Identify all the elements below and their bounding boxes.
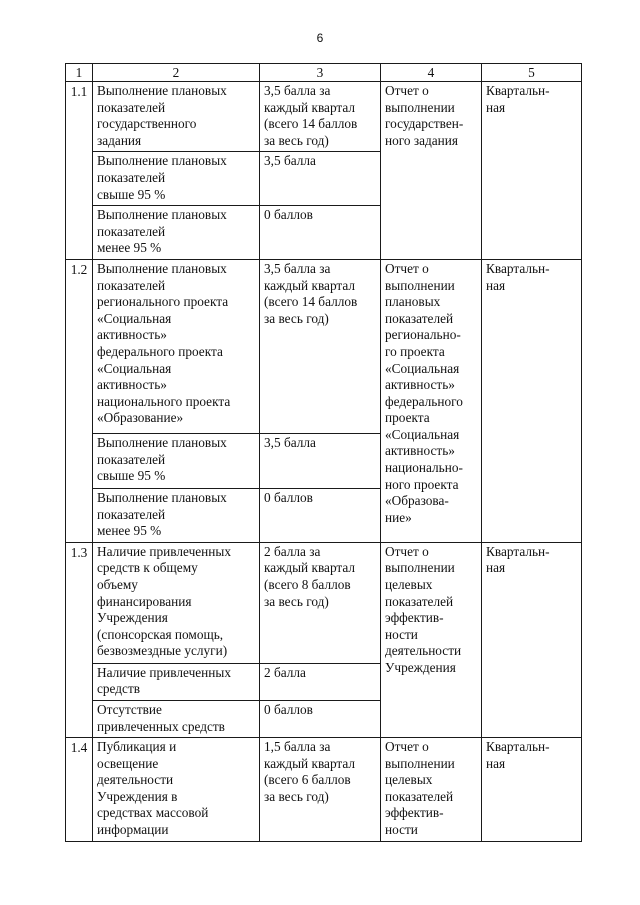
report-cell: Отчет о выполнении целевых показателей эффектив- ности деятельности Учреждения bbox=[381, 542, 482, 737]
header-cell: 3 bbox=[260, 64, 381, 82]
row-number: 1.3 bbox=[66, 542, 93, 737]
score-cell: 3,5 балла за каждый квартал (всего 14 баллов за весь год) bbox=[260, 82, 381, 152]
report-cell: Отчет о выполнении целевых показателей эффектив- ности bbox=[381, 738, 482, 842]
criterion-cell: Наличие привлеченных средств к общему объему финансирования Учреждения (спонсорская помощь, безвозмездные услуги) bbox=[93, 542, 260, 663]
period-cell: Квартальн- ная bbox=[482, 82, 582, 260]
table-row bbox=[66, 542, 582, 663]
period-cell: Квартальн- ная bbox=[482, 738, 582, 842]
row-number: 1.4 bbox=[66, 738, 93, 842]
header-cell: 5 bbox=[482, 64, 582, 82]
header-cell: 4 bbox=[381, 64, 482, 82]
header-cell: 1 bbox=[66, 64, 93, 82]
criterion-cell: Наличие привлеченных средств bbox=[93, 663, 260, 700]
table-header-row bbox=[66, 64, 582, 82]
score-cell: 2 балла bbox=[260, 663, 381, 700]
table-row bbox=[66, 259, 582, 433]
criterion-cell: Выполнение плановых показателей менее 95 % bbox=[93, 206, 260, 260]
row-number: 1.1 bbox=[66, 82, 93, 260]
criteria-table bbox=[65, 63, 582, 842]
table-row bbox=[66, 82, 582, 152]
score-cell: 3,5 балла bbox=[260, 152, 381, 206]
score-cell: 3,5 балла за каждый квартал (всего 14 баллов за весь год) bbox=[260, 259, 381, 433]
score-cell: 0 баллов bbox=[260, 488, 381, 542]
row-number: 1.2 bbox=[66, 259, 93, 542]
report-cell: Отчет о выполнении государствен- ного задания bbox=[381, 82, 482, 260]
header-cell: 2 bbox=[93, 64, 260, 82]
criterion-cell: Выполнение плановых показателей регионального проекта «Социальная активность» федерального проекта «Социальная активность» национального проекта «Образование» bbox=[93, 259, 260, 433]
table-row bbox=[66, 738, 582, 842]
criterion-cell: Выполнение плановых показателей свыше 95 % bbox=[93, 433, 260, 488]
report-cell: Отчет о выполнении плановых показателей регионально- го проекта «Социальная активность» федерального проекта «Социальная активность» национально- ного проекта «Образова- ние» bbox=[381, 259, 482, 542]
criterion-cell: Публикация и освещение деятельности Учреждения в средствах массовой информации bbox=[93, 738, 260, 842]
score-cell: 0 баллов bbox=[260, 206, 381, 260]
score-cell: 0 баллов bbox=[260, 700, 381, 737]
page-number: 6 bbox=[316, 31, 324, 45]
score-cell: 1,5 балла за каждый квартал (всего 6 баллов за весь год) bbox=[260, 738, 381, 842]
criterion-cell: Выполнение плановых показателей менее 95 % bbox=[93, 488, 260, 542]
score-cell: 3,5 балла bbox=[260, 433, 381, 488]
score-cell: 2 балла за каждый квартал (всего 8 баллов за весь год) bbox=[260, 542, 381, 663]
criterion-cell: Выполнение плановых показателей свыше 95 % bbox=[93, 152, 260, 206]
criterion-cell: Отсутствие привлеченных средств bbox=[93, 700, 260, 737]
criterion-cell: Выполнение плановых показателей государственного задания bbox=[93, 82, 260, 152]
period-cell: Квартальн- ная bbox=[482, 259, 582, 542]
period-cell: Квартальн- ная bbox=[482, 542, 582, 737]
